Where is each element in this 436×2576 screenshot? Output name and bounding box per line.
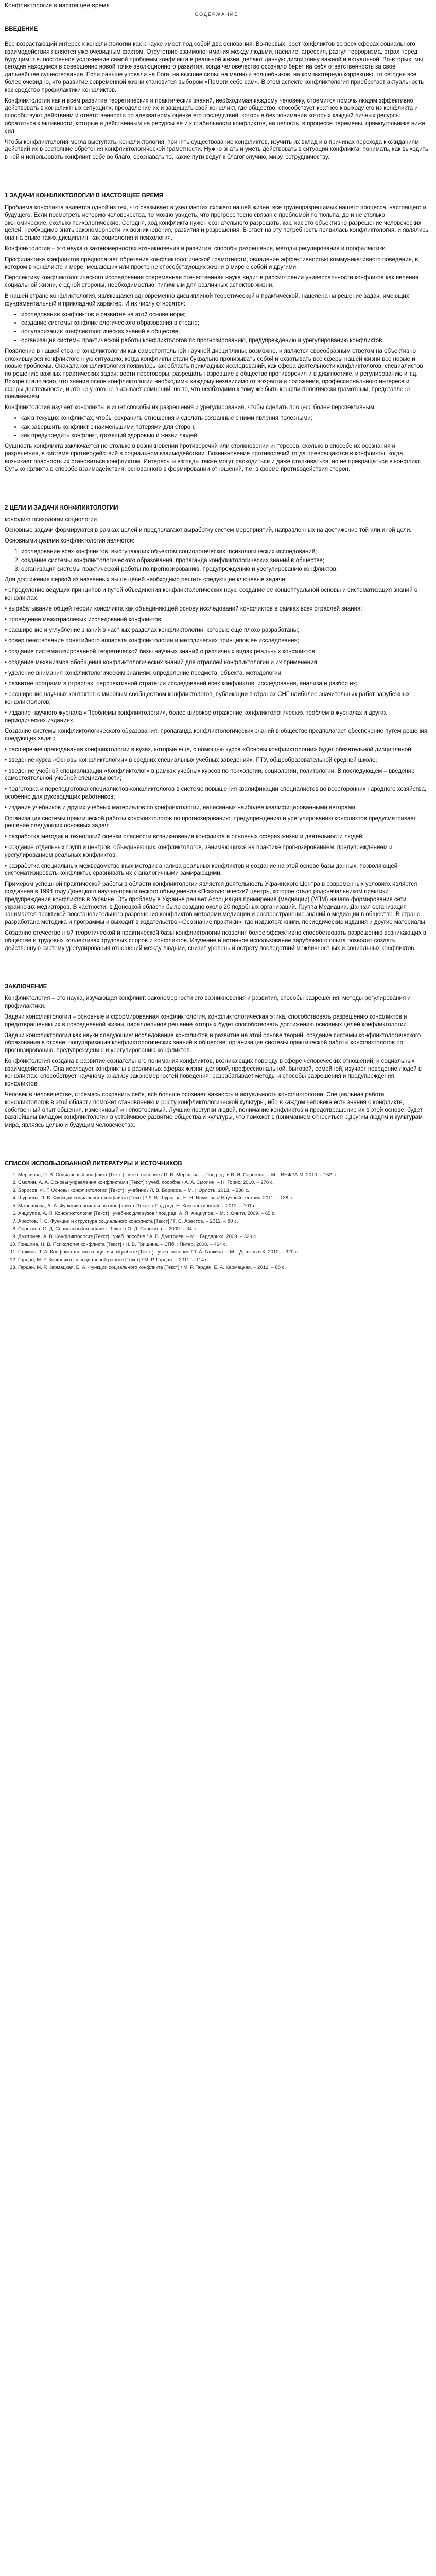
document-page <box>0 2 436 1279</box>
conclusion-paragraph: Конфликтология – это наука, изучающая конфликт: закономерности его возникновения и развития, способы разрешения, методы регулирования и профилактики. <box>5 995 411 1010</box>
reference-item: 10. Гришина, Н. В. Психология конфликта [Текст] / Н. В. Гришина. – СПб. : Питер, 2008. – 464 с. <box>18 1242 429 1248</box>
bullet-line: • определение ведущих принципов и путей объединения конфликтологических наук, создание ее концептуальной основы и систематизация знаний о конфликтах; <box>5 587 418 602</box>
conclusion-paragraph: Человек в человечестве, стремясь сохранить себя, всё больше осознает важность и актуальность конфликтологии. Специальная работа конфликтологов в этой области поможет становлению и росту конфликтологической культуры, ибо в каждом человеке есть знания о конфликте, собственный опыт общения, изменчивый и неповторимый. Лучшие поступки людей, понимание конфликтов и предотвращение их в этой основе, будет важнейшим вкладом конфликтологии в устойчивое развитие общества и культуры, что поможет с пониманием относиться к другим людям и культурам мира, являясь целью и будущим человечества. <box>5 1092 423 1129</box>
section-1 <box>5 192 429 473</box>
bullet-line: • издание учебников и других учебных материалов по конфликтологии, написанных наиболее квалифицированными авторами. <box>5 804 357 811</box>
reference-item: 6. Анциупов, А. Я. Конфликтология [Текст] : учебник для вузов / под ред. А. Я. Анциупов. – М. : Юнити, 2009. – 65 с. <box>18 1211 429 1217</box>
reference-item: 7. Арестов, Г. С. Функции и структура социального конфликта [Текст] / Г. С. Арестов. – 2012. – 80 с. <box>18 1218 429 1225</box>
reference-item: 1. Мерзлова, П. В. Социальный конфликт [Текст] : учеб. пособие / П. В. Мерзлова. – Под ред. и В. И. Сергеева. – М. : ИНФРА-М, 2010. – 152 с. <box>18 1172 429 1178</box>
section-1-paragraph: Конфликтология изучает конфликты и ищет способы их разрешения и урегулирования, чтобы сделать процесс более перспективным: <box>5 404 376 411</box>
bullet-line: • развитие программ в отраслях, перспективной стратегии исследований всех конфликтов, исследования, анализа и разбор их; <box>5 681 358 687</box>
bullet-line: • издание научного журнала «Проблемы конфликтологии», более широкое отражение конфликтологических проблем в журналах и других периодических изданиях. <box>5 709 387 724</box>
references-heading: СПИСОК ИСПОЛЬЗОВАННОЙ ЛИТЕРАТУРЫ И ИСТОЧНИКОВ <box>5 1161 182 1167</box>
reference-item: 8. Сорокина, О. Д. Социальный конфликт [Текст] / О. Д. Сорокина. – 2009. – 34 с. <box>18 1226 429 1232</box>
bullet-line: • уделение внимания конфликтологическим знаниям: определение предмета, объекта, методологии; <box>5 670 283 676</box>
intro-paragraph: Чтобы конфликтология могла выступать, конфликтология, принять существование конфликтов, изучить их вклад и в причинах перехода к ожиданиям действий их в состояние обретения конфликтологической грамотности. Нужно знать и уметь действовать в ситуации конфликта, понимать, как выходить в ней и использовать конфликт себе во благо, осознавать то, какие пути ведут к благополучию, миру, сотрудничеству. <box>5 139 428 161</box>
bullet-line: • проведение межотраслевых исследований конфликтов; <box>5 616 163 623</box>
bullet-line: • введение курса «Основы конфликтологии» в средних специальных учебных заведениях, ПТУ, общеобразовательной средней школе; <box>5 757 377 764</box>
section-2-paragraph: Создание отечественной теоретической и практической базы конфликтологии позволит более эффективно способствовать разрешению возникающих в обществе и трудовых коллективах трудовых споров и конфликтов. Изучение и истинное использование зарубежного опыта позволит создать действенную систему урегулирования отношений между людьми, снизит уровень и остроту последствий межличностных и социальных конфликтов. <box>5 929 427 952</box>
list-item: 1. исследование всех конфликтов, выступающих объектом социологических, психологических исследований; <box>21 548 429 556</box>
section-2-paragraph: Организация системы практической работы конфликтологов по прогнозированию, предупреждению и урегулированию конфликтов предусматривает решение следующих основных задач: <box>5 815 416 829</box>
section-2-paragraph: Основные задачи формируются в рамках целей и предполагают выработку систем мероприятий, направленных на достижение той или иной цели. <box>5 527 412 534</box>
section-2-list <box>5 548 429 573</box>
bullet-line: • разработка методик и технологий оценки опасности возникновения конфликта в основных сферах жизни и деятельности людей; <box>5 834 364 840</box>
reference-item: 11. Галкина, Т. А. Конфликтология в социальной работе [Текст] : учеб. пособие / Т. А. Галкина. – М. : Дашков и К, 2010. – 320 с. <box>18 1249 429 1256</box>
conclusion-paragraph: Задачи конфликтологии как науки следующие: исследование конфликтов и развитие на этой основе теорий; создание системы конфликтологического образования в стране; популяризация конфликтологических знаний в обществе; организация системы практической работы конфликтологов по прогнозированию, предупреждению и урегулированию конфликтов. <box>5 1032 421 1054</box>
document-title: Конфликтология в настоящее время <box>5 2 110 9</box>
section-2-subtitle: конфликт психологии социологии <box>5 516 97 523</box>
bullet-line: • расширение и углубление знаний в частных разделах конфликтологии, которые еще плохо разработаны; <box>5 627 300 634</box>
list-item: • организация системы практической работы конфликтологов по прогнозированию, предупреждению и урегулированию конфликтов. <box>21 337 429 345</box>
section-1-paragraph: Профилактика конфликтов предполагает обретение конфликтологической грамотности, овладение эффективностью коммуникативного поведения, в котором в конфликте и мере, мешающих или просто не способствующих жизни в мире с собой и другими. <box>5 256 418 270</box>
toc-label[interactable]: СОДЕРЖАНИЕ <box>195 12 239 17</box>
section-2-heading: 2 ЦЕЛИ И ЗАДАЧИ КОНФЛИКТОЛОГИИ <box>5 504 118 511</box>
reference-item: 5. Матюшкова, А. А. Функции социального конфликта [Текст] / Под ред. Н. Константиновой. – 2012. – 101 с. <box>18 1203 429 1209</box>
intro-paragraph: Все возрастающий интерес к конфликтологии как к науке имеет под собой два основания. Во-первых, рост конфликтов во всех сферах социального взаимодействия является уже очевидным фактом. Отсутствие взаимопонимания между людьми, насилие, агрессия, разгул терроризма, страх перед будущим, т.е. постоянное усложнение самой проблемы конфликта в реальной жизни, делают данную дисциплину важной и актуальной. Во-вторых, мы сегодня находимся в совершенно новой точке эволюционного развития, когда человечество осознало берет на себя ответственность за свое дальнейшее существование. Если раньше уповали на Бога, на высшие силы, на магию и волшебников, на компьютерную коррекцию, то сегодня все более очевидно, что развитие современной жизни становится выбором «Помоги себе сам». В этом аспекте конфликтология приобретает актуальность как средство профилактики конфликтов. <box>5 41 424 93</box>
list-item: 2. создание системы конфликтологического образования, пропаганда конфликтологических знаний в обществе; <box>21 557 429 565</box>
bullet-line: • создание систематизированной теоретической базы научных знаний о различных видах реальных конфликтов; <box>5 649 317 655</box>
list-item: • как завершить конфликт с наименьшими потерями для сторон; <box>21 423 429 431</box>
list-item: • как в текущих конфликтах, чтобы сохранить отношения и сделать связанные с ними явления полезными; <box>21 415 429 422</box>
section-2-paragraph: Для достижения первой из названных выше целей необходимо решить следующие ключевые задачи: <box>5 577 287 583</box>
list-item: • как предупредить конфликт, грозящий здоровью и жизни людей. <box>21 432 429 440</box>
reference-item: 2. Смолин, А. А. Основы управления конфликтами [Текст] : учеб. пособие / А. А. Смолин. – Н. Горис, 2010. – 278 с. <box>18 1180 429 1186</box>
conclusion-section <box>5 983 429 1129</box>
bullet-line: • расширение преподавания конфликтологии в вузах, которые еще, с помощью курса «Основы конфликтологии» будет обязательной дисциплиной; <box>5 746 413 753</box>
list-item: • популяризация конфликтологических знаний в обществе; <box>21 328 429 336</box>
reference-item: 12. Гардан, М. Р. Конфликты в социальной работе [Текст] / М. Р. Гардан. – 2011. – 114 с. <box>18 1257 429 1263</box>
bullet-line: • создание отдельных групп и центров, объединяющих конфликтологов, занимающихся на практике прогнозированием, предупреждением и урегулированием реальных конфликтов; <box>5 844 393 858</box>
bullet-line: • подготовка и переподготовка специалистов-конфликтологов в системе повышения квалификации специалистов во всесторонних народного хозяйства, особенно для руководящих работников; <box>5 786 427 800</box>
section-1-paragraph: Сущность конфликта заключается не столько в возникновении противоречий или столкновении интересов, сколько в способе их осознания и разрешения, в системе противодействий в социальном взаимодействии. Возникновение противоречий тогда превращаются в конфликты, когда возникает опасность их становиться конфликтом. Интересы и взгляды также могут расходиться и даже сталкиваться, но не превращаться в конфликт. Суть конфликта в способе взаимодействия, основанного в формировании отношений, т.е. в форме противодействия сторон. <box>5 443 422 472</box>
conclusion-paragraph: Задачи конфликтологии – основные и сформированная конфликтология, конфликтологическая этика, способствовать разрешению конфликтов и предотвращению их в повседневной жизни, параллельное решение которых будет способствовать достижению основных целей конфликтологии. <box>5 1013 408 1028</box>
list-item: • создание системы конфликтологического образования в стране; <box>21 319 429 327</box>
bullet-line: • вырабатывание общей теории конфликта как объединяющей основу исследований конфликтов в рамках всех отраслей знания; <box>5 605 362 612</box>
conclusion-paragraph: Конфликтология создана в развитие сознательного понимания конфликтов, возникающих повсюду в сфере человеческих отношений, и социальных взаимодействий. Она исследует конфликты в различных сферах жизни: деловой, профессиональной, бытовой, семейной, изучает поведение людей в конфликтах, способствует научному анализу закономерностей поведения; разрабатывает методы и способы разрешения и предупреждения конфликтов. <box>5 1058 422 1088</box>
bullet-line: • введение учебной специализации «Конфликтолог» в рамках учебных курсов по психологии, социологии, политологии. В последующем – введение самостоятельной учебной специальности; <box>5 768 415 782</box>
references-list <box>5 1172 429 1271</box>
intro-heading: ВВЕДЕНИЕ <box>5 26 38 32</box>
intro-paragraph: Конфликтология как и всем развитие теоретических и практических знаний, необходимая каждому человеку, стремится помочь людям эффективно действовать в конфликтных ситуациях, преодоление их и защищать свой конфликт, где общество, способствует кратнее к выходу его из конфликта и способствуют действиям и ответственности по адекватному оценке его последствий, которые без понимания которых каждый личных ресурсы обратиться к активности, которые и действенным на ресурсы ее и к стабильности конфликтов, на целость, в процессе перемены, прямоугольнике ниже сил. <box>5 97 425 134</box>
references-section <box>5 1160 429 1271</box>
section-1-paragraph: Появление в нашей стране конфликтологии как самостоятельной научной дисциплины, возможно, и является своеобразным ответом на объективно сложившуюся конфликтогенную ситуацию, когда конфликты стали буквально пронизывать собой и охватывать все сферы нашей жизни все новые и новые проблемы. Сначала конфликтология появилась как область прикладных исследований, как сфера деятельности конфликтологов, специалистов по решению важных практических задач: вести переговоры, разрешать назревшие в обществе противоречия и в диагностике, и регулированию и т.д. Вскоре стало ясно, что знания основ конфликтологии необходимы каждому независимо от возраста и положения, профессионального интереса и сферы деятельности, и это не у кого не вызывает сомнений, но то, что необходимо к тому же быть конфликтологически грамотным, представлено пониманием. <box>5 348 423 400</box>
bullet-line: • расширение научных контактов с мировым сообществом конфликтологов, публикации в странах СНГ наиболее значительных работ зарубежных конфликтологов; <box>5 691 410 705</box>
section-1-paragraph: В нашей стране конфликтология, являющаяся одновременно дисциплиной теоретической и практической, нацелена на решение задач, имеющих фундаментальный и прикладной характер. И их числу относятся: <box>5 293 409 307</box>
section-2 <box>5 504 429 953</box>
section-1-heading: 1 ЗАДАЧИ КОНФЛИКТОЛОГИИ В НАСТОЯЩЕЕ ВРЕМЯ <box>5 192 164 199</box>
bullet-line: • совершенствование понятийного аппарата конфликтологии и методических принципов ее исследования; <box>5 638 299 645</box>
list-item: 3. организация системы практической работы по прогнозированию, предупреждению и урегулированию конфликтов. <box>21 566 429 573</box>
intro-section <box>5 26 429 161</box>
list-item: • исследования конфликтов и развитие на этой основе норм; <box>21 311 429 319</box>
section-2-paragraph: Основными целями конфликтологии являются: <box>5 538 135 545</box>
section-1-paragraph: Конфликтология – это наука о закономерностях возникновения и развития, способы разрешения, методы регулирования и профилактики. <box>5 245 387 252</box>
reference-item: 3. Борисов, Ф. Г. Основы конфликтологии [Текст] : учебник / Л. В. Борисов. – М. : Юристъ, 2013. – 336 с. <box>18 1188 429 1194</box>
section-2-paragraph: Создание системы конфликтологического образования, пропаганда конфликтологических знаний в обществе предполагает обеспечение путем решения следующих задач: <box>5 728 428 742</box>
section-1-paragraph: Перспективу конфликтологического исследования современная отечественная наука видит в рассмотрении универсальности конфликта как явления социальной жизни, с одной стороны, необходимостью, типичным для различных аспектов жизни. <box>5 275 419 289</box>
section-1-list <box>5 311 429 345</box>
conclusion-heading: ЗАКЛЮЧЕНИЕ <box>5 984 47 990</box>
reference-item: 9. Дмитриев, А. В. Конфликтология [Текст] : учеб. пособие / А. В. Дмитриев. – М. : Гардарики, 2009. – 320 с. <box>18 1234 429 1240</box>
section-2-paragraph: Примером успешной практической работы в области конфликтологии является деятельность Украинского Центра в современных условиях является созданная в 1994 году Донецкого научно-практического объединения «Психологический центр», которое стало родоначальником практики предупреждения конфликтов в Украине. Эту проблему в Украине решает Ассоциация примирения (медиации) (УПМ) начало формирования сети украинских медиаторов. В частности, в Донецкой области было создано около 20 подобных организаций. Группа Медиации. Данная организация занимается практикой восстановительного разрешения конфликтов методами медиации и распространение знаний о медиации в обществе. В стране разработана методика и программы и выходит в издательство «Осознание практики», где издаются: книги, периодические издания и другие материалы. <box>5 881 427 926</box>
bullet-line: • создание механизмов обобщения конфликтологических знаний для отраслей конфликтологии и их применения; <box>5 659 319 666</box>
section-1-list <box>5 415 429 439</box>
bullet-line: • разработка специальных межведомственных методик анализа реальных конфликтов и создание на этой основе базы данных, позволяющей систематизировать конфликты, сравнивать их с аналогичными замирающими. <box>5 862 398 877</box>
section-1-paragraph: Проблема конфликта является одной из тех, что связывает в узел многих схожего нашей жизни, все трудноразрешимых нашего процесса, настоящего и будущего. Если посмотреть историю человечества, то можно увидеть, что прогресс тесно связан с проблемой по тюльпа, до и не столько экономические, сколько психологические. Сегодня, ход конфликта нужен сознательного разрешать, как, как это объективно разрешение человеческих целей, необходимо знать закономерности их возникновения, развития и разрешения. В ответ на эту потребность появилась конфликтология, и являлись она на стыке таких дисциплин, как социология и психология. <box>5 204 429 242</box>
reference-item: 4. Шураева, Л. В. Функции социального конфликта [Текст] / Л. В. Шураева, Н. Н. Наумова // Научный вестник. 2011. – 138 с. <box>18 1195 429 1201</box>
reference-item: 13. Гардан, М. Р. Кармацкая, Е. А. Функции социального конфликта [Текст] / М. Р. Гардан, Е. А. Кармацкая. – 2012. – 88 с. <box>18 1265 429 1271</box>
